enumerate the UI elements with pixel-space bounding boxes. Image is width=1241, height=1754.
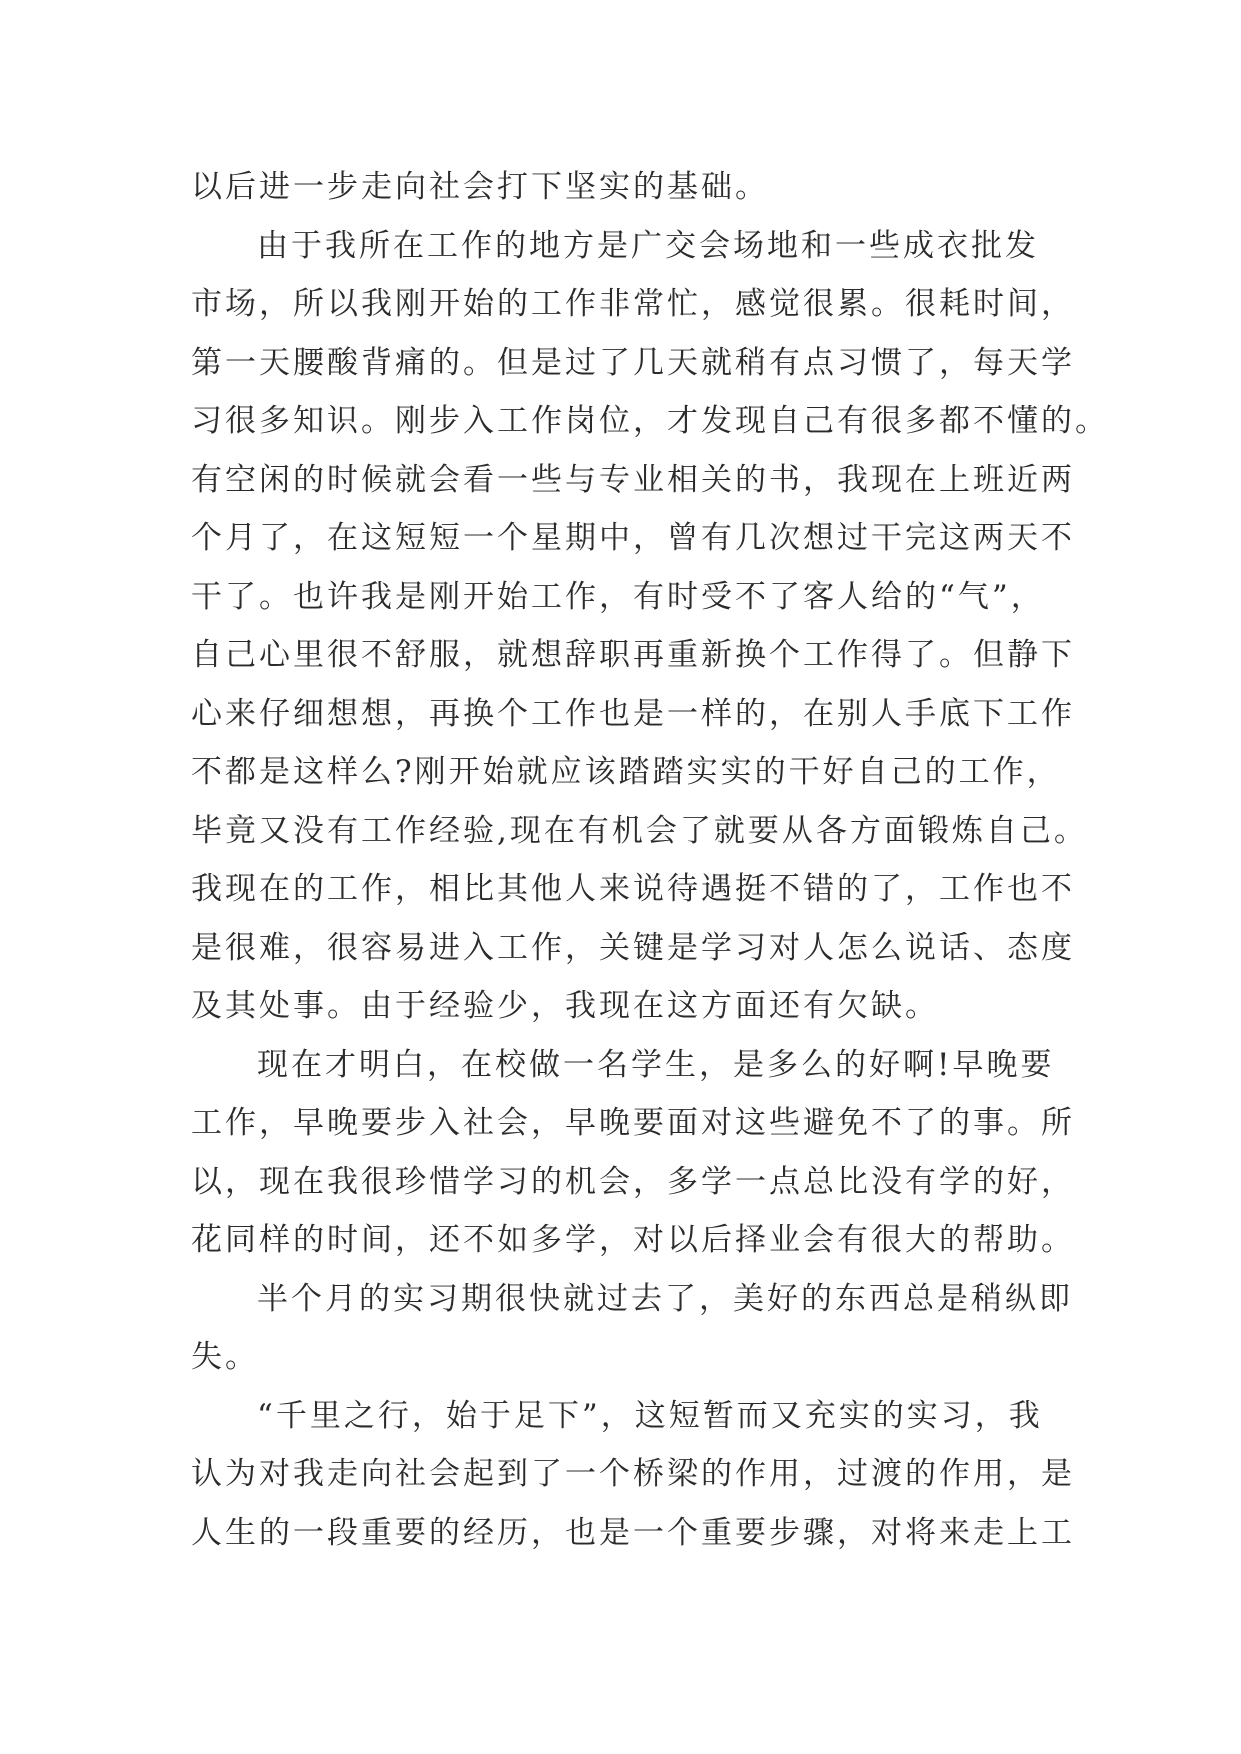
text-line: 以，现在我很珍惜学习的机会，多学一点总比没有学的好， bbox=[191, 1163, 1075, 1200]
text-line: 习很多知识。刚步入工作岗位，才发现自己有很多都不懂的。 bbox=[191, 403, 1109, 439]
text-line: 第一天腰酸背痛的。但是过了几天就稍有点习惯了，每天学 bbox=[191, 344, 1075, 381]
text-line: 毕竟又没有工作经验,现在有机会了就要从各方面锻炼自己。 bbox=[191, 812, 1088, 849]
text-line: 花同样的时间，还不如多学，对以后择业会有很大的帮助。 bbox=[191, 1222, 1075, 1258]
text-line: 是很难，很容易进入工作，关键是学习对人怎么说话、态度 bbox=[191, 929, 1075, 966]
text-line: 自己心里很不舒服，就想辞职再重新换个工作得了。但静下 bbox=[191, 637, 1075, 673]
text-line: 及其处事。由于经验少，我现在这方面还有欠缺。 bbox=[191, 988, 939, 1024]
text-line: 心来仔细想想，再换个工作也是一样的，在别人手底下工作 bbox=[191, 695, 1075, 732]
text-line: 不都是这样么?刚开始就应该踏踏实实的干好自己的工作， bbox=[191, 754, 1061, 790]
text-line: 以后进一步走向社会打下坚实的基础。 bbox=[191, 169, 769, 205]
paragraph-start-line: “千里之行，始于足下”，这短暂而又充实的实习，我 bbox=[257, 1397, 1043, 1434]
text-line: 市场，所以我刚开始的工作非常忙，感觉很累。很耗时间， bbox=[191, 286, 1075, 322]
paragraph-start-line: 由于我所在工作的地方是广交会场地和一些成衣批发 bbox=[257, 227, 1039, 264]
text-line: 失。 bbox=[191, 1339, 259, 1375]
text-line: 有空闲的时候就会看一些与专业相关的书，我现在上班近两 bbox=[191, 461, 1075, 498]
paragraph-start-line: 半个月的实习期很快就过去了，美好的东西总是稍纵即 bbox=[257, 1280, 1073, 1317]
text-line: 认为对我走向社会起到了一个桥梁的作用，过渡的作用，是 bbox=[191, 1456, 1075, 1492]
text-line: 干了。也许我是刚开始工作，有时受不了客人给的“气”， bbox=[191, 578, 1045, 615]
document-body bbox=[191, 158, 1109, 1562]
text-line: 人生的一段重要的经历，也是一个重要步骤，对将来走上工 bbox=[191, 1514, 1075, 1551]
text-line: 我现在的工作，相比其他人来说待遇挺不错的了，工作也不 bbox=[191, 871, 1075, 907]
paragraph-start-line: 现在才明白，在校做一名学生，是多么的好啊!早晚要 bbox=[257, 1046, 1055, 1083]
text-line: 个月了，在这短短一个星期中，曾有几次想过干完这两天不 bbox=[191, 520, 1075, 556]
text-line: 工作，早晚要步入社会，早晚要面对这些避免不了的事。所 bbox=[191, 1105, 1075, 1141]
